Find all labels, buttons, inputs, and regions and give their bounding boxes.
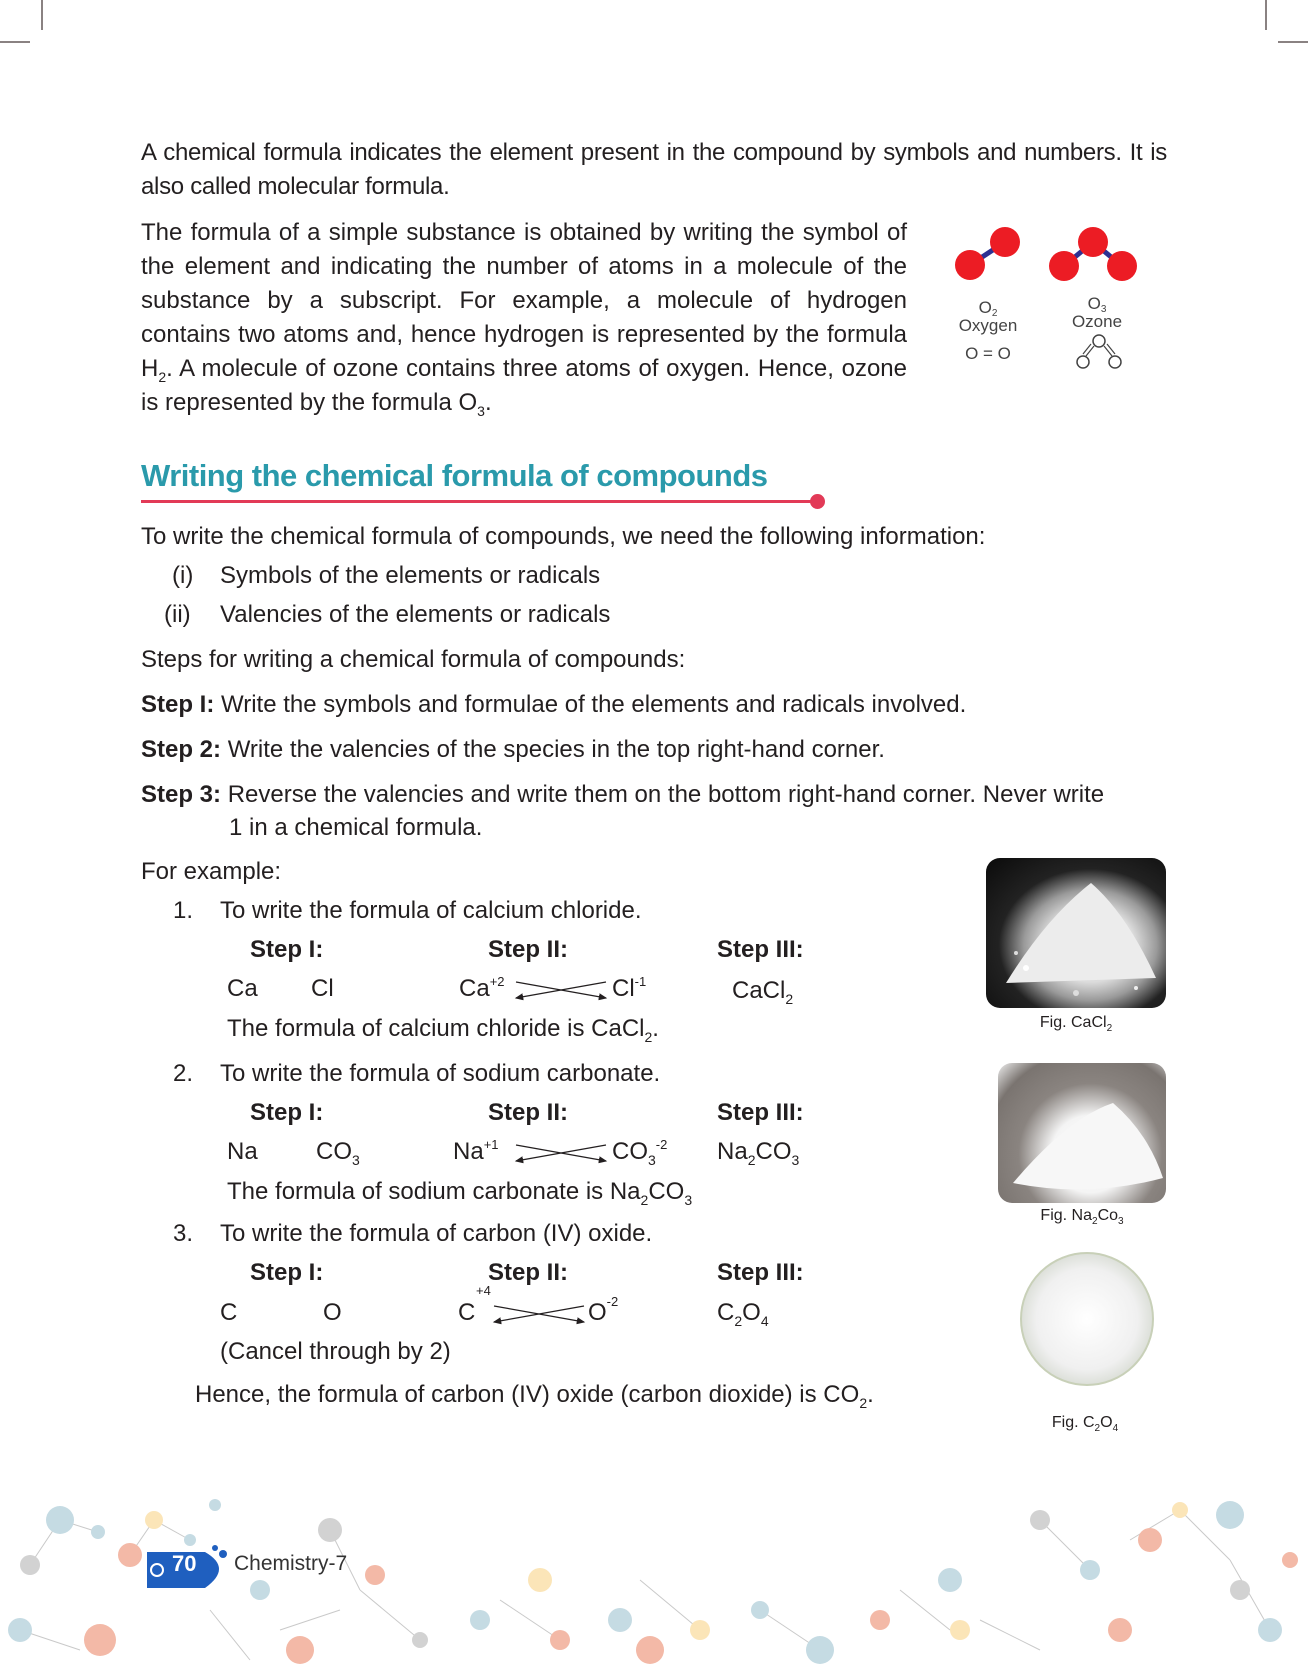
example-number: 3. — [173, 1220, 194, 1247]
example-result: The formula of sodium carbonate is $Na_2CO_3$ — [227, 1178, 693, 1208]
example-step-label: Step I: — [250, 936, 324, 963]
need-item-text: Valencies of the elements or radicals — [220, 601, 611, 628]
step1-symbol: C — [220, 1299, 238, 1326]
example-step-label: Step III: — [717, 936, 804, 963]
crop-mark — [1265, 0, 1267, 30]
example-step-label: Step III: — [717, 1099, 804, 1126]
page-number: 70 — [172, 1551, 197, 1576]
step1-symbol: Na — [227, 1138, 258, 1165]
example-step-label: Step I: — [250, 1099, 324, 1126]
ozone-molecule-illustration — [1044, 222, 1144, 287]
ozone-structure-icon — [1074, 332, 1124, 372]
step3-formula: $Na_2CO_3$ — [717, 1138, 800, 1168]
step2-left-ion: $Ca^{+2}$ — [459, 974, 505, 1002]
salt-pile-icon — [986, 858, 1166, 1008]
oxygen-structure: O = O — [965, 344, 1011, 363]
step2-right-ion: $O^{-2}$ — [588, 1294, 619, 1326]
step-2: Step 2: Write the valencies of the species in the top right-hand corner. — [141, 736, 885, 763]
step3-formula: CaCl$_2$ — [732, 977, 794, 1007]
carbon-oxide-dish-photo — [1020, 1252, 1154, 1386]
step2-right-ion: $Cl^{-1}$ — [612, 974, 647, 1002]
step1-symbol: O — [323, 1299, 342, 1326]
book-title: Chemistry-7 — [234, 1552, 348, 1575]
step-3: Step 3: Reverse the valencies and write them on the bottom right-hand corner. Never write — [141, 781, 1105, 808]
example-title: To write the formula of sodium carbonate. — [220, 1060, 661, 1087]
simple-substance-paragraph: The formula of a simple substance is obtained by writing the symbol of the element and indicating the number of atoms in a molecule of the substance by a subscript. For example, a molecule of hydrogen contains two atoms and, hence hydrogen is represented by the formula $H_2$. A molecule of ozone contains three atoms of oxygen. Hence, ozone is represented by the formula $O_3$. — [141, 219, 907, 419]
example-number: 2. — [173, 1060, 194, 1087]
oxygen-name: Oxygen — [958, 316, 1018, 335]
steps-intro: Steps for writing a chemical formula of compounds: — [141, 646, 686, 673]
ozone-name: Ozone — [1071, 312, 1123, 331]
step1-symbol: $CO_3$ — [316, 1138, 360, 1168]
figure-caption: Fig. CaCl$_2$ — [1039, 1014, 1113, 1034]
example-title: To write the formula of carbon (IV) oxide. — [220, 1220, 653, 1247]
final-result: Hence, the formula of carbon (IV) oxide (carbon dioxide) is $CO_2$. — [195, 1381, 874, 1411]
step2-left-valency: +4 — [476, 1283, 491, 1298]
oxygen-formula: $O_2$ — [978, 298, 998, 319]
need-item-marker: (i) — [172, 562, 194, 589]
intro-paragraph: A chemical formula indicates the element present in the compound by symbols and numbers. It is also called molecular formula. — [141, 139, 1167, 200]
figure-caption: Fig. $C_2O_4$ — [1051, 1414, 1119, 1434]
example-title: To write the formula of calcium chloride. — [220, 897, 642, 924]
section-intro: To write the chemical formula of compounds, we need the following information: — [141, 523, 986, 550]
cancel-note: (Cancel through by 2) — [220, 1338, 451, 1365]
powder-pile-icon — [998, 1063, 1166, 1203]
calcium-chloride-photo — [986, 858, 1166, 1008]
example-step-label: Step II: — [488, 1099, 569, 1126]
example-number: 1. — [173, 897, 194, 924]
figure-caption: Fig. $Na_2Co_3$ — [1040, 1207, 1124, 1227]
step1-symbol: Ca — [227, 975, 258, 1002]
example-step-label: Step I: — [250, 1259, 324, 1286]
step2-left-ion: C — [458, 1299, 476, 1326]
oxygen-molecule-illustration — [950, 222, 1030, 287]
step3-formula: $C_2O_4$ — [717, 1299, 769, 1329]
section-heading: Writing the chemical formula of compounds — [141, 458, 768, 493]
crop-mark — [41, 0, 43, 30]
example-step-label: Step II: — [488, 1259, 569, 1286]
crop-mark — [0, 41, 30, 43]
step1-symbol: Cl — [311, 975, 334, 1002]
valency-cross-arrows-icon — [512, 978, 612, 1004]
example-step-label: Step III: — [717, 1259, 804, 1286]
need-item-marker: (ii) — [164, 601, 191, 628]
step2-right-ion: $CO_3^{-2}$ — [612, 1137, 668, 1168]
ozone-formula: $O_3$ — [1087, 294, 1107, 315]
crop-mark — [1278, 41, 1308, 43]
step-1: Step I: Write the symbols and formulae of the elements and radicals involved. — [141, 691, 967, 718]
step2-left-ion: $Na^{+1}$ — [453, 1137, 499, 1165]
step-3-continued: 1 in a chemical formula. — [229, 814, 483, 841]
example-step-label: Step II: — [488, 936, 569, 963]
heading-underline-dot — [810, 494, 825, 509]
for-example: For example: — [141, 858, 282, 885]
need-item-text: Symbols of the elements or radicals — [220, 562, 601, 589]
valency-cross-arrows-icon — [488, 1302, 592, 1328]
heading-underline — [141, 500, 817, 503]
sodium-carbonate-photo — [998, 1063, 1166, 1203]
example-result: The formula of calcium chloride is CaCl$_2$. — [227, 1015, 659, 1045]
valency-cross-arrows-icon — [512, 1141, 612, 1167]
